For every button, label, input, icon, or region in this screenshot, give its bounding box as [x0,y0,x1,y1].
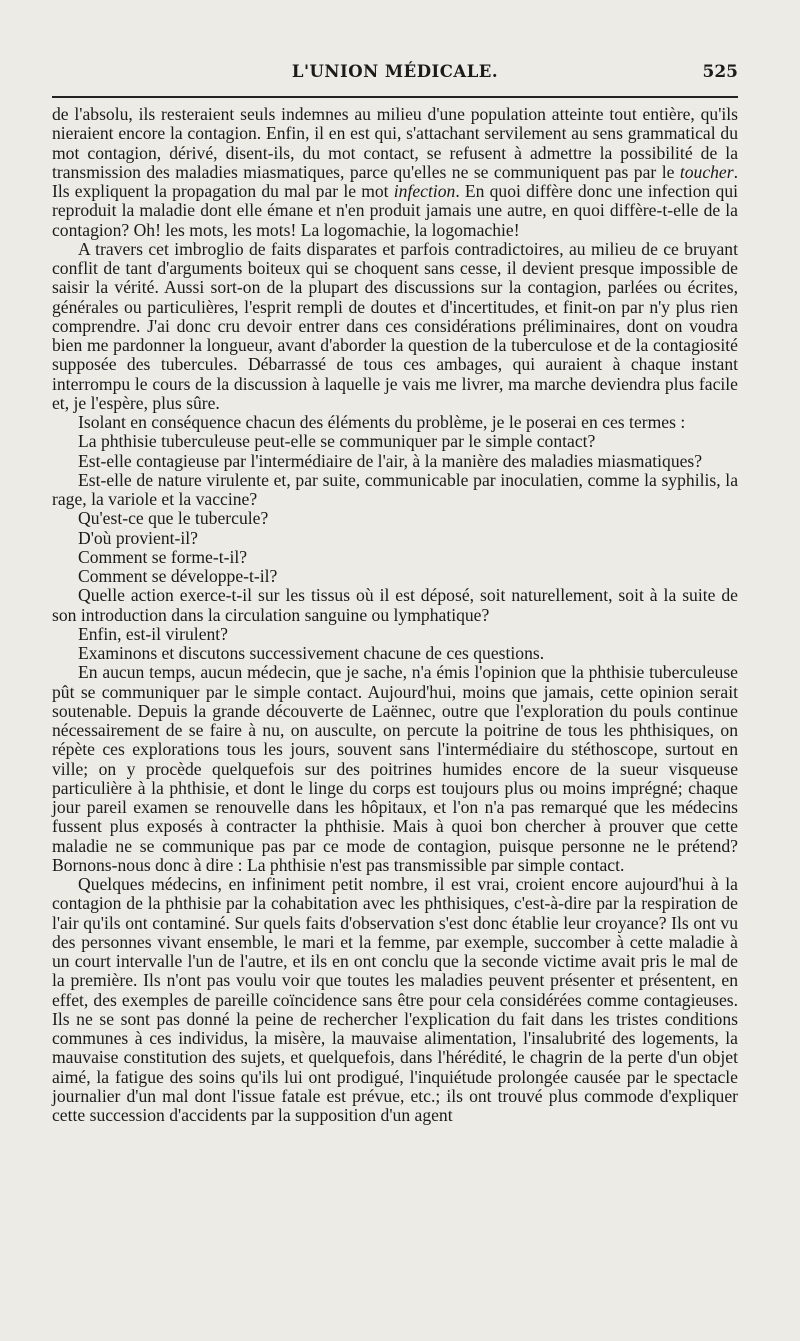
text-run: Quelques médecins, en infiniment petit nombre, il est vrai, croient encore aujourd'hui à la contagion de la phthisie par la cohabitation avec les phthisiques, c'est-à-dire par la respiration de l'air qu'ils ont contaminé. Sur quels faits d'observation s'est donc établie leur croyance? Ils ont vu des personnes vivant ensemble, le mari et la femme, par exemple, succomber à cette maladie à un court intervalle l'un de l'autre, et ils en ont conclu que la seconde victime avait pris le mal de la première. Ils n'ont pas voulu voir que toutes les maladies peuvent présenter et présentent, en effet, des exemples de pareille coïncidence sans être pour cela considérées comme contagieuses. Ils ne se sont pas donné la peine de rechercher l'explication du fait dans les tristes conditions communes à ces individus, la misère, la mauvaise alimentation, l'insalubrité des logements, la mauvaise constitution des sujets, et quelquefois, dans l'hérédité, le chagrin de la perte d'un objet aimé, la fatigue des soins qu'ils lui ont prodigué, l'inquiétude prolongée causée par le spectacle journalier d'un mal dont l'issue fatale est prévue, etc.; ils ont trouvé plus commode d'expliquer cette succession d'accidents par la supposition d'un agent [52,874,738,1125]
paragraph [52,240,738,413]
paragraph [52,875,738,1125]
text-run: Examinons et discutons successivement chacune de ces questions. [78,643,545,663]
text-run: Enfin, est-il virulent? [78,623,228,644]
body-text [52,105,738,1125]
question-line [52,625,738,644]
question-line [52,452,738,471]
text-run: . Ils expliquent la propagation du mal par le mot [52,161,738,201]
question-line [52,567,738,586]
question-line [52,644,738,663]
text-run: Isolant en conséquence chacun des éléments du problème, je le poserai en ces termes : [78,412,686,432]
text-run: En aucun temps, aucun médecin, que je sache, n'a émis l'opinion que la phthisie tuberculeuse pût se communiquer par le simple contact. Aujourd'hui, moins que jamais, cette opinion serait soutenable. Depuis la grande découverte de Laënnec, outre que l'exploration du pouls continue nécessairement de se faire à nu, on ausculte, on percute la poitrine de tous les phthisiques, on répète ces explorations tous les jours, souvent sans l'intermédiaire du stéthoscope, surtout en ville; on y procède quelquefois sur des poitrines humides encore de la sueur visqueuse particulière à la phthisie, et dont le linge du corps est toujours plus ou moins imprégné; chaque jour pareil examen se renouvelle dans les hôpitaux, et l'on n'a pas remarqué que les médecins fussent plus exposés à contracter la phthisie. Mais à quoi bon chercher à prouver que cette maladie ne se communique pas par ce mode de contagion, puisque personne ne le prétend? Bornons-nous donc à dire : La phthisie n'est pas transmissible par simple contact. [52,662,738,875]
paragraph [52,413,738,432]
text-run: Comment se forme-t-il? [78,546,248,567]
text-run: A travers cet imbroglio de faits disparates et parfois contradictoires, au milieu de ce bruyant conflit de tant d'arguments boiteux qui se choquent sans cesse, il devient presque impossible de saisir la vérité. Aussi sort-on de la plupart des discussions sur la contagion, parlées ou écrites, générales ou particulières, l'esprit rempli de doutes et d'incertitudes, et finit-on par n'y plus rien comprendre. J'ai donc cru devoir entrer dans ces considérations préliminaires, dont on voudra bien me pardonner la longueur, avant d'aborder la question de la tuberculose et de la contagiosité supposée des tubercules. Débarrassé de tous ces ambages, qui auraient à chaque instant interrompu le cours de la discussion à laquelle je vais me livrer, ma marche deviendra plus facile et, je l'espère, plus sûre. [52,238,738,413]
question-line [52,529,738,548]
question-line [52,432,738,451]
header-rule [52,96,738,98]
paragraph [52,105,738,240]
text-run: Est-elle de nature virulente et, par suite, communicable par inoculatien, comme la syphilis, la rage, la variole et la vaccine? [52,469,738,509]
question-line [52,586,738,625]
text-run: Est-elle contagieuse par l'intermédiaire de l'air, à la manière des maladies miasmatiques? [78,450,703,471]
text-run: Qu'est-ce que le tubercule? [78,508,269,529]
page-header [52,62,738,88]
text-run: La phthisie tuberculeuse peut-elle se communiquer par le simple contact? [78,431,596,452]
text-run: D'où provient-il? [78,527,198,548]
question-line [52,471,738,510]
page-number: 525 [702,62,738,82]
italic-text: toucher [679,161,734,182]
text-run: Quelle action exerce-t-il sur les tissus où il est déposé, soit naturellement, soit à la suite de son introduction dans la circulation sanguine ou lymphatique? [52,585,738,625]
italic-text: infection [393,181,456,201]
paragraph [52,663,738,875]
text-run: Comment se développe-t-il? [78,566,278,586]
text-run: . En quoi diffère donc une infection qui reproduit la maladie dont elle émane et n'en produit jamais une autre, en quoi diffère-t-elle de la contagion? Oh! les mots, les mots! La logomachie, la logomachie! [52,181,739,240]
text-run: de l'absolu, ils resteraient seuls indemnes au milieu d'une population atteinte tout entière, qu'ils nieraient encore la contagion. Enfin, il en est qui, s'attachant servilement au sens grammatical du mot contagion, dérivé, disent-ils, du mot contact, se refusent à admettre la possibilité de la transmission des maladies miasmatiques, parce qu'elles ne se communiquent pas par le [52,104,738,182]
running-title: L'UNION MÉDICALE. [291,62,499,81]
question-line [52,509,738,528]
question-line [52,548,738,567]
